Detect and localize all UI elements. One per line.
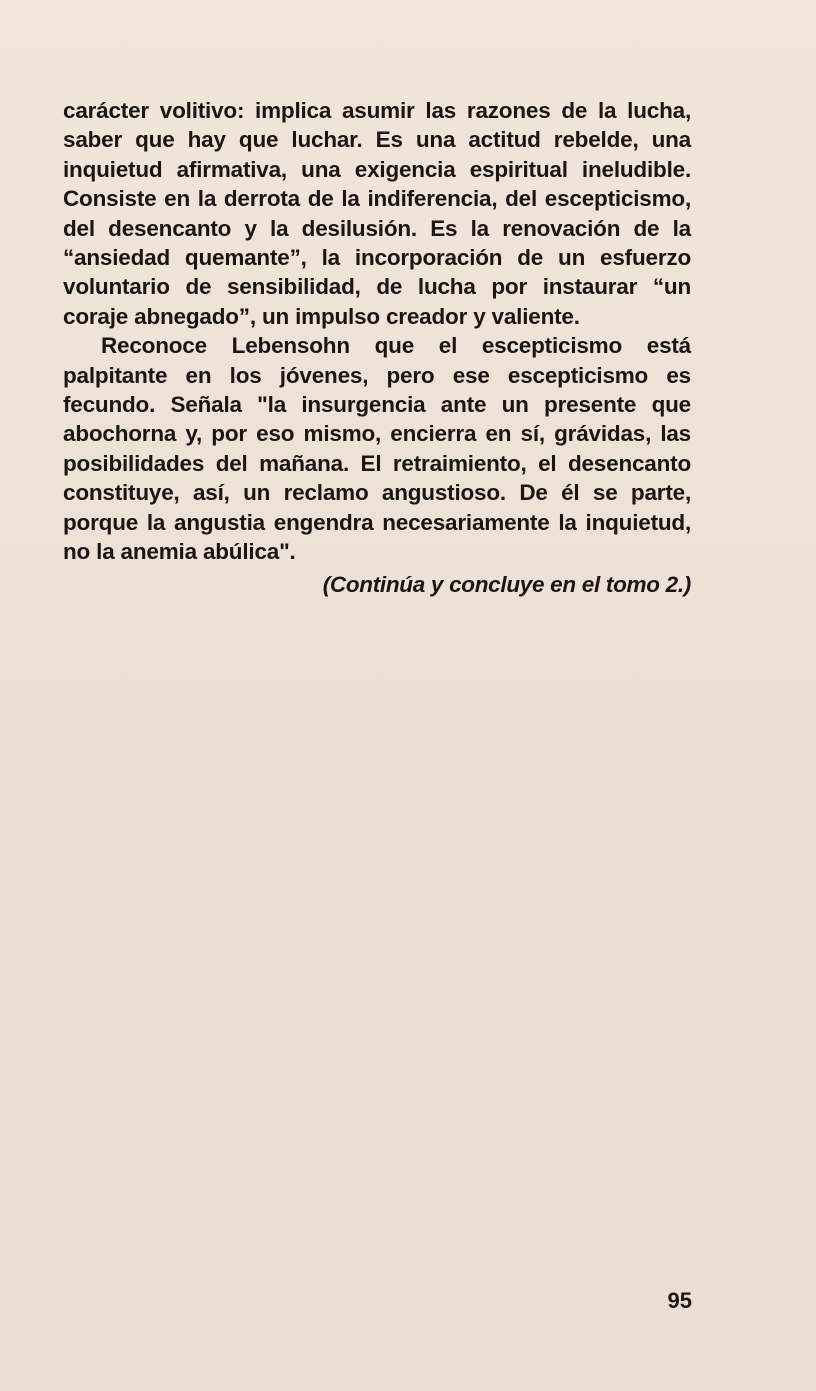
continuation-note: (Continúa y concluye en el tomo 2.) bbox=[322, 572, 691, 597]
body-text bbox=[63, 96, 691, 567]
paragraph-1: carácter volitivo: implica asumir las razones de la lucha, saber que hay que luchar. Es una actitud rebelde, una inquietud afirmativa, una exigencia espiritual ineludible. Consiste en la derrota de la indiferencia, del escepticismo, del desencanto y la desilusión. Es la renovación de la “ansiedad quemante”, la incorporación de un esfuerzo voluntario de sensibilidad, de lucha por instaurar “un coraje abnegado”, un impulso creador y valiente. bbox=[63, 98, 691, 329]
page-number: 95 bbox=[667, 1288, 692, 1313]
paragraph-2: Reconoce Lebensohn que el escepticismo está palpitante en los jóvenes, pero ese escepticismo es fecundo. Señala "la insurgencia ante un presente que abochorna y, por eso mismo, encierra en sí, grávidas, las posibilidades del mañana. El retraimiento, el desencanto constituye, así, un reclamo angustioso. De él se parte, porque la angustia engendra necesariamente la inquietud, no la anemia abúlica". bbox=[63, 333, 691, 565]
